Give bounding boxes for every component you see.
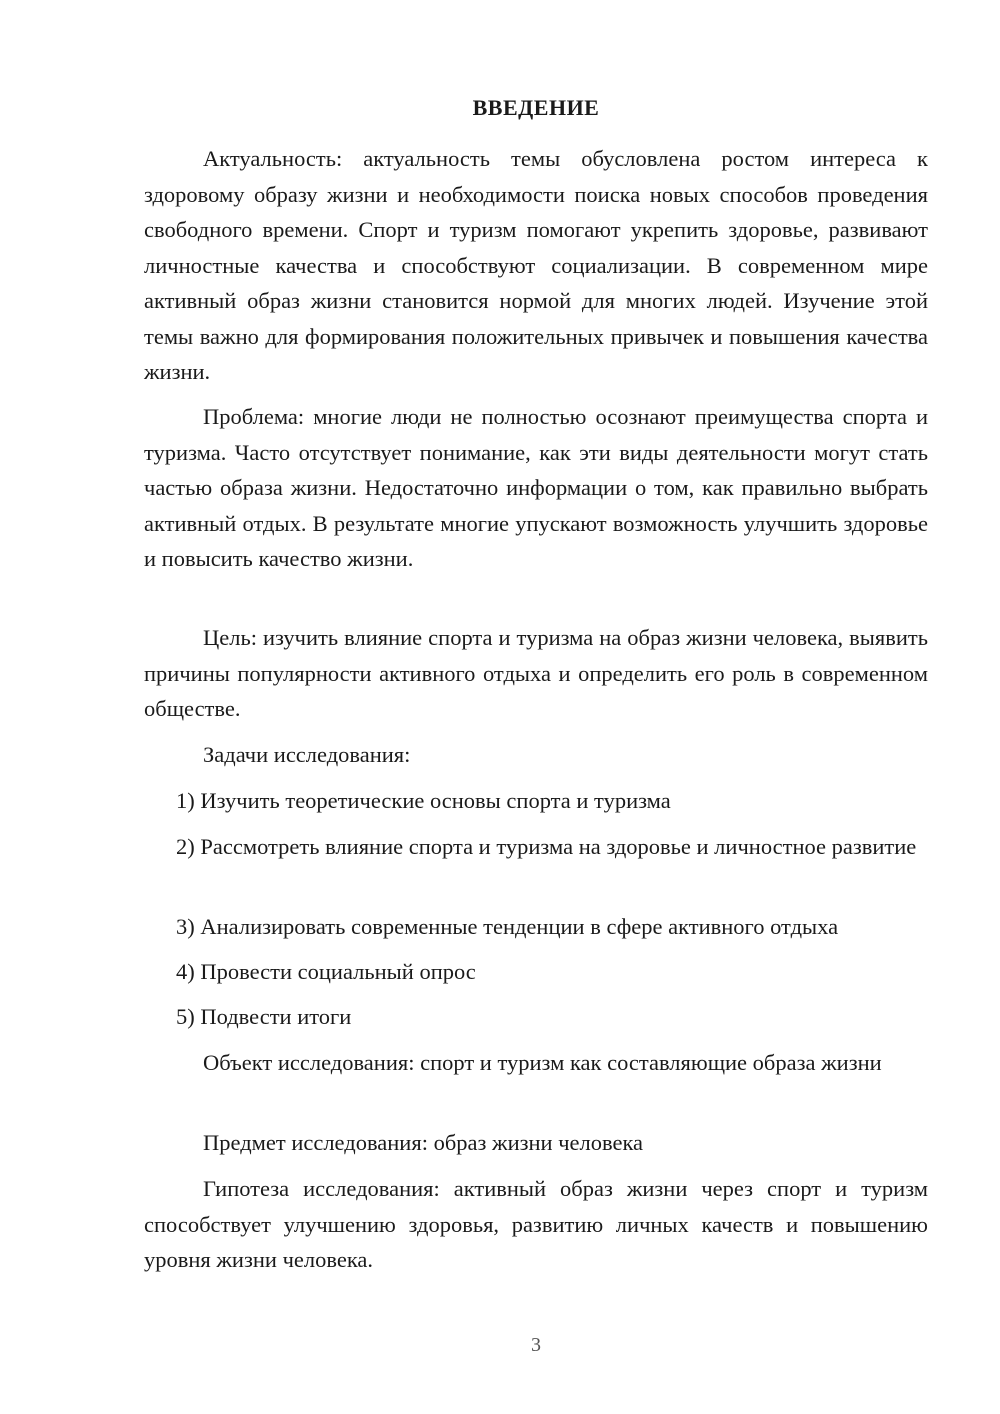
object-text: Объект исследования: спорт и туризм как составляющие образа жизни — [203, 1050, 882, 1075]
task-item-3 — [144, 909, 928, 945]
paragraph-problem — [144, 399, 928, 577]
paragraph-subject — [144, 1125, 928, 1161]
paragraph-hypothesis — [144, 1171, 928, 1278]
tasks-heading — [144, 737, 928, 773]
relevance-text: Актуальность: актуальность темы обусловлена ростом интереса к здоровому образу жизни и необходимости поиска новых способов проведения свободного времени. Спорт и туризм помогают укрепить здоровье, развивают личностные качества и способствуют социализации. В современном мире активный образ жизни становится нормой для многих людей. Изучение этой темы важно для формирования положительных привычек и повышения качества жизни. — [144, 146, 928, 384]
section-title: ВВЕДЕНИЕ — [472, 95, 600, 120]
paragraph-goal — [144, 620, 928, 727]
page-number: 3 — [531, 1334, 541, 1356]
task-item-1 — [144, 783, 928, 819]
task-item-4 — [144, 954, 928, 990]
list-item: 1) Изучить теоретические основы спорта и туризма — [176, 788, 671, 813]
paragraph-relevance — [144, 141, 928, 390]
tasks-heading-text: Задачи исследования: — [203, 742, 411, 767]
paragraph-object — [144, 1045, 928, 1081]
task-item-5 — [144, 999, 928, 1035]
hypothesis-text: Гипотеза исследования: активный образ жизни через спорт и туризм способствует улучшению здоровья, развитию личных качеств и повышению уровня жизни человека. — [144, 1176, 928, 1272]
list-item: 3) Анализировать современные тенденции в сфере активного отдыха — [176, 914, 839, 939]
problem-text: Проблема: многие люди не полностью осознают преимущества спорта и туризма. Часто отсутствует понимание, как эти виды деятельности могут стать частью образа жизни. Недостаточно информации о том, как правильно выбрать активный отдых. В результате многие упускают возможность улучшить здоровье и повысить качество жизни. — [144, 404, 928, 571]
goal-text: Цель: изучить влияние спорта и туризма на образ жизни человека, выявить причины популярности активного отдыха и определить его роль в современном обществе. — [144, 625, 928, 721]
subject-text: Предмет исследования: образ жизни человека — [203, 1130, 644, 1155]
list-item: 4) Провести социальный опрос — [176, 959, 476, 984]
list-item: 5) Подвести итоги — [176, 1004, 352, 1029]
list-item: 2) Рассмотреть влияние спорта и туризма на здоровье и личностное развитие — [176, 834, 917, 859]
task-item-2 — [144, 829, 928, 865]
